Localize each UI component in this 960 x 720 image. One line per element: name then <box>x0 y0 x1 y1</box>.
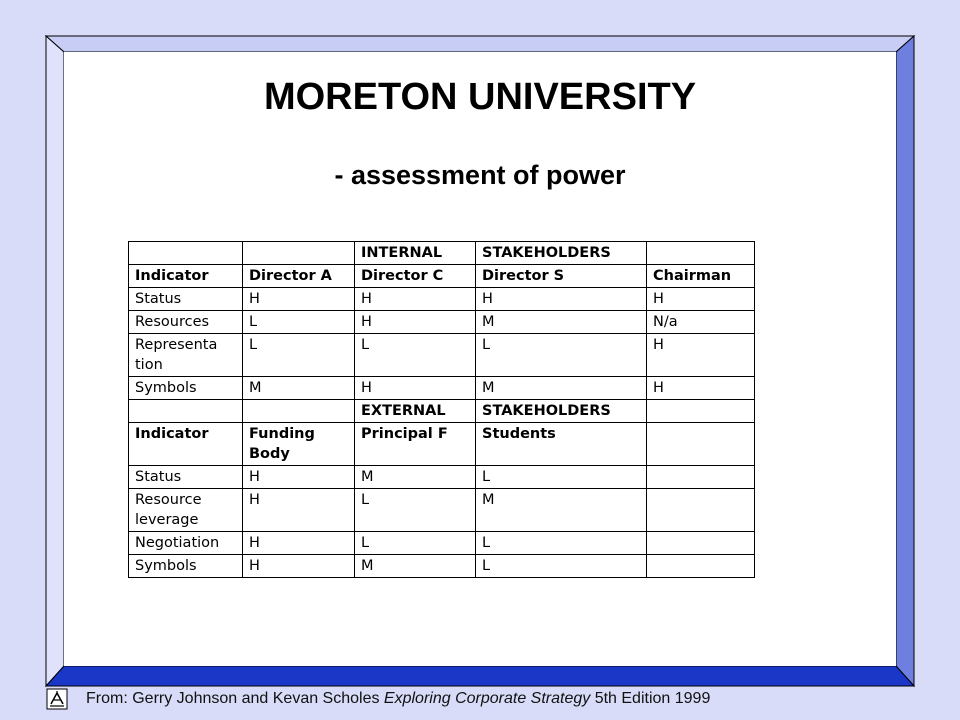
header-cell: Director A <box>243 265 355 288</box>
header-cell: Students <box>476 423 647 466</box>
table-cell: L <box>476 555 647 578</box>
table-cell: N/a <box>647 311 755 334</box>
table-cell: L <box>355 489 476 532</box>
table-cell: L <box>243 311 355 334</box>
table-cell: Symbols <box>129 555 243 578</box>
frame-right-bevel <box>896 36 914 686</box>
table-cell: L <box>355 334 476 377</box>
table-cell: H <box>243 532 355 555</box>
header-cell: Indicator <box>129 265 243 288</box>
table-cell: Status <box>129 466 243 489</box>
slide-subtitle: - assessment of power <box>334 160 626 190</box>
group-label: EXTERNAL <box>355 400 476 423</box>
table-cell: H <box>355 288 476 311</box>
table-row <box>129 377 755 400</box>
table-cell <box>647 466 755 489</box>
table-row <box>129 311 755 334</box>
table-cell: Resources <box>129 311 243 334</box>
table-row <box>129 334 755 377</box>
table-cell <box>647 555 755 578</box>
frame-top-bevel <box>46 36 914 52</box>
table-row <box>129 288 755 311</box>
table-cell: H <box>243 288 355 311</box>
table-cell: M <box>355 555 476 578</box>
table-cell: M <box>243 377 355 400</box>
table-group-row <box>129 400 755 423</box>
citation-edition: 5th Edition 1999 <box>590 690 711 707</box>
table-cell: M <box>476 311 647 334</box>
frame-left-bevel <box>46 36 64 686</box>
table-cell: Negotiation <box>129 532 243 555</box>
table-row <box>129 532 755 555</box>
table-cell: Representa tion <box>129 334 243 377</box>
table-row <box>129 489 755 532</box>
table-cell <box>647 532 755 555</box>
table-cell <box>647 489 755 532</box>
slide-title: MORETON UNIVERSITY <box>263 76 697 118</box>
table-cell: H <box>647 377 755 400</box>
header-cell <box>647 423 755 466</box>
table-cell: H <box>243 555 355 578</box>
table-cell: L <box>243 334 355 377</box>
header-cell: Director S <box>476 265 647 288</box>
citation-authors: From: Gerry Johnson and Kevan Scholes <box>86 690 384 707</box>
table-cell: L <box>355 532 476 555</box>
table-cell: H <box>243 489 355 532</box>
table-row <box>129 555 755 578</box>
power-assessment-table <box>128 241 755 578</box>
table-cell: M <box>476 489 647 532</box>
header-cell: Principal F <box>355 423 476 466</box>
table-cell: Status <box>129 288 243 311</box>
citation-book-title: Exploring Corporate Strategy <box>383 690 591 707</box>
table-header-row <box>129 423 755 466</box>
book-icon <box>46 688 68 710</box>
header-cell: Chairman <box>647 265 755 288</box>
table-group-row <box>129 242 755 265</box>
table-cell: L <box>476 532 647 555</box>
frame-bottom-bevel <box>46 666 914 686</box>
table-cell: H <box>355 311 476 334</box>
header-cell: Director C <box>355 265 476 288</box>
source-citation <box>86 690 710 708</box>
group-label: STAKEHOLDERS <box>476 400 647 423</box>
table-cell: M <box>476 377 647 400</box>
header-cell: Funding Body <box>243 423 355 466</box>
table-row <box>129 466 755 489</box>
table-cell: L <box>476 466 647 489</box>
table-cell: H <box>355 377 476 400</box>
table-cell: H <box>647 288 755 311</box>
header-cell: Indicator <box>129 423 243 466</box>
table-cell: H <box>647 334 755 377</box>
table-cell: L <box>476 334 647 377</box>
table-cell: Resource leverage <box>129 489 243 532</box>
table-cell: H <box>476 288 647 311</box>
table-cell: H <box>243 466 355 489</box>
group-label: INTERNAL <box>355 242 476 265</box>
group-label: STAKEHOLDERS <box>476 242 647 265</box>
table-cell: M <box>355 466 476 489</box>
table-header-row <box>129 265 755 288</box>
table-cell: Symbols <box>129 377 243 400</box>
